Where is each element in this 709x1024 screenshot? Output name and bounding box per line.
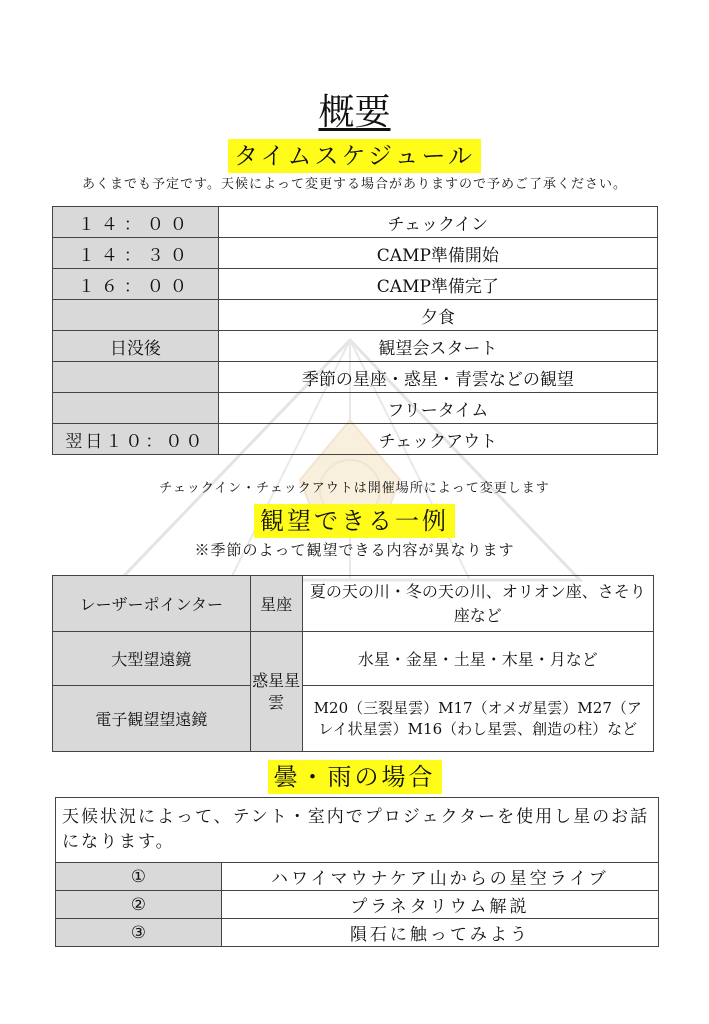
schedule-heading-wrap — [0, 139, 709, 173]
observation-category: 惑星星雲 — [250, 632, 302, 752]
rainy-item-number: ① — [56, 863, 222, 891]
table-row — [53, 300, 658, 331]
rainy-item-text: 隕石に触ってみよう — [221, 919, 658, 947]
page-title: 概要 — [318, 92, 391, 133]
schedule-time: １４：３０ — [53, 238, 219, 269]
schedule-time — [53, 393, 219, 424]
observation-tool: 電子観望望遠鏡 — [53, 686, 251, 752]
schedule-event: 夕食 — [218, 300, 657, 331]
schedule-note: あくまでも予定です。天候によって変更する場合がありますので予めご了承ください。 — [82, 177, 627, 192]
schedule-time — [53, 300, 219, 331]
table-row — [53, 632, 654, 686]
schedule-time — [53, 362, 219, 393]
observation-category: 星座 — [250, 576, 302, 632]
schedule-time: 翌日１０：００ — [53, 424, 219, 455]
table-row — [56, 863, 659, 891]
schedule-event: チェックイン — [218, 207, 657, 238]
observation-table — [52, 575, 654, 752]
observation-heading: 観望できる一例 — [254, 504, 455, 538]
table-row — [53, 362, 658, 393]
rainy-item-number: ② — [56, 891, 222, 919]
observation-detail: 夏の天の川・冬の天の川、オリオン座、さそり座など — [302, 576, 653, 632]
rainy-heading: 曇・雨の場合 — [268, 760, 442, 794]
schedule-footnote: チェックイン・チェックアウトは開催場所によって変更します — [159, 481, 550, 496]
schedule-event: 季節の星座・惑星・青雲などの観望 — [218, 362, 657, 393]
rainy-heading-wrap — [0, 760, 709, 794]
observation-detail: 水星・金星・土星・木星・月など — [302, 632, 653, 686]
observation-tool: レーザーポインター — [53, 576, 251, 632]
schedule-event: 観望会スタート — [218, 331, 657, 362]
table-row — [53, 207, 658, 238]
table-row — [53, 686, 654, 752]
table-row — [53, 393, 658, 424]
table-row — [56, 798, 659, 863]
table-row — [53, 424, 658, 455]
observation-detail: M20（三裂星雲）M17（オメガ星雲）M27（アレイ状星雲）M16（わし星雲、創造の柱）など — [302, 686, 653, 752]
rainy-item-text: ハワイマウナケア山からの星空ライブ — [221, 863, 658, 891]
rainy-intro: 天候状況によって、テント・室内でプロジェクターを使用し星のお話になります。 — [56, 798, 659, 863]
rainy-item-number: ③ — [56, 919, 222, 947]
schedule-event: チェックアウト — [218, 424, 657, 455]
observation-tool: 大型望遠鏡 — [53, 632, 251, 686]
schedule-event: CAMP準備完了 — [218, 269, 657, 300]
schedule-event: CAMP準備開始 — [218, 238, 657, 269]
table-row — [53, 576, 654, 632]
table-row — [53, 269, 658, 300]
observation-heading-wrap — [0, 504, 709, 538]
observation-note: ※季節のよって観望できる内容が異なります — [194, 541, 515, 559]
schedule-heading: タイムスケジュール — [228, 139, 481, 173]
schedule-time: １６：００ — [53, 269, 219, 300]
table-row — [53, 238, 658, 269]
schedule-time: １４：００ — [53, 207, 219, 238]
schedule-table — [52, 206, 658, 455]
rainy-item-text: プラネタリウム解説 — [221, 891, 658, 919]
table-row — [56, 919, 659, 947]
schedule-event: フリータイム — [218, 393, 657, 424]
table-row — [53, 331, 658, 362]
rainy-table — [55, 797, 659, 947]
table-row — [56, 891, 659, 919]
schedule-time: 日没後 — [53, 331, 219, 362]
